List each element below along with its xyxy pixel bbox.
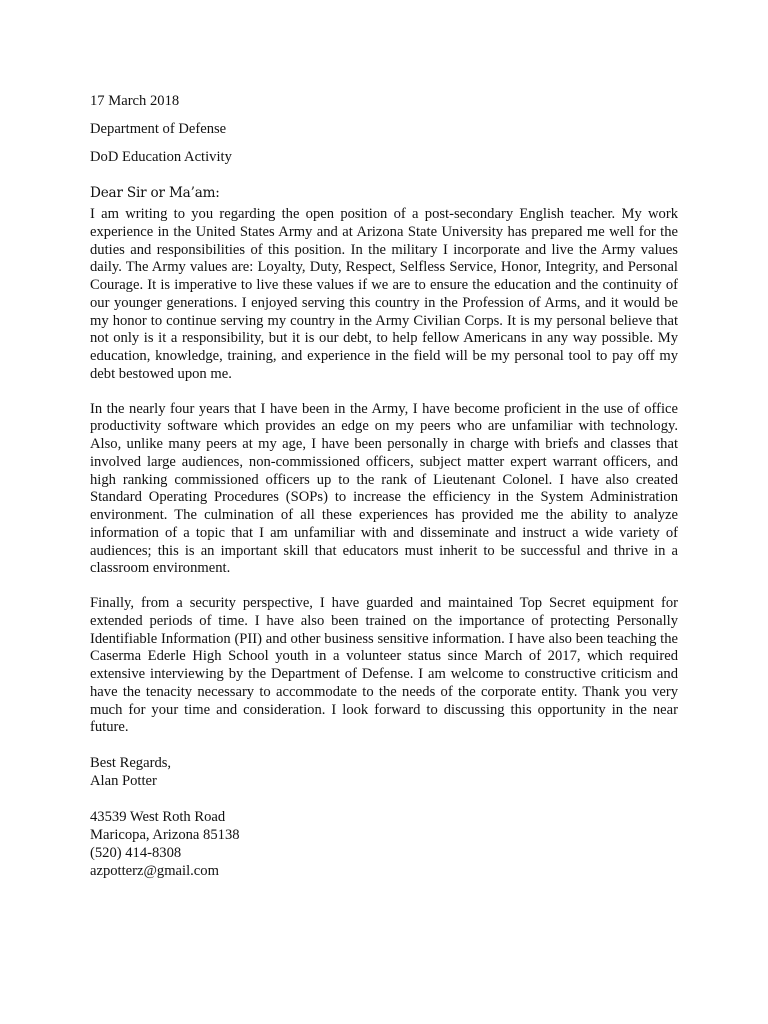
body-paragraph-1: I am writing to you regarding the open position of a post-secondary English teacher. My work experience in the United States Army and at Arizona State University has prepared me well for the duties and responsibilities of this position. In the military I incorporate and live the Army values daily. The Army values are: Loyalty, Duty, Respect, Selfless Service, Honor, Integrity, and Personal Courage. It is imperative to live these values if we are to ensure the education and the continuity of our younger generations. I enjoyed serving this country in the Profession of Arms, and it would be my honor to continue serving my country in the Army Civilian Corps. It is my personal believe that not only is it a responsibility, but it is our debt, to help fellow Americans in any way possible. My education, knowledge, training, and experience in the field will be my personal tool to pay off my debt bestowed upon me.	[90, 206, 678, 382]
salutation: Dear Sir or Ma’am:	[90, 185, 220, 201]
address-email: azpotterz@gmail.com	[90, 863, 219, 879]
address-street: 43539 West Roth Road	[90, 809, 226, 825]
letter-date: 17 March 2018	[90, 93, 180, 109]
body-paragraph-2: In the nearly four years that I have been in the Army, I have become proficient in the use of office productivity software which provides an edge on my peers who are unfamiliar with technology. Also, unlike many peers at my age, I have been personally in charge with briefs and classes that involved large audiences, non-commissioned officers, subject matter expert warrant officers, and high ranking commissioned officers up to the rank of Lieutenant Colonel. I have also created Standard Operating Procedures (SOPs) to increase the efficiency in the System Administration environment. The culmination of all these experiences has provided me the ability to analyze information of a topic that I am unfamiliar with and disseminate and instruct a wide variety of audiences; this is an important skill that educators must inherit to be successful and thrive in a classroom environment.	[90, 400, 678, 577]
body-paragraph-3: Finally, from a security perspective, I have guarded and maintained Top Secret equipment for extended periods of time. I have also been trained on the importance of protecting Personally Identifiable Information (PII) and other business sensitive information. I have also been teaching the Caserma Ederle High School youth in a volunteer status since March of 2017, which required extensive interviewing by the Department of Defense. I am welcome to constructive criticism and have the tenacity necessary to accommodate to the needs of the corporate entity. Thank you very much for your time and consideration. I look forward to discussing this opportunity in the near future.	[90, 595, 678, 736]
letter-header	[90, 92, 678, 166]
address-city-state-zip: Maricopa, Arizona 85138	[90, 827, 240, 843]
closing-block	[90, 754, 678, 790]
recipient-organization: Department of Defense	[90, 121, 227, 137]
sender-address-block	[90, 808, 678, 880]
address-phone: (520) 414-8308	[90, 845, 182, 861]
signature-name: Alan Potter	[90, 773, 157, 789]
recipient-department: DoD Education Activity	[90, 149, 232, 165]
letter-page	[90, 92, 678, 880]
closing-phrase: Best Regards,	[90, 755, 172, 771]
